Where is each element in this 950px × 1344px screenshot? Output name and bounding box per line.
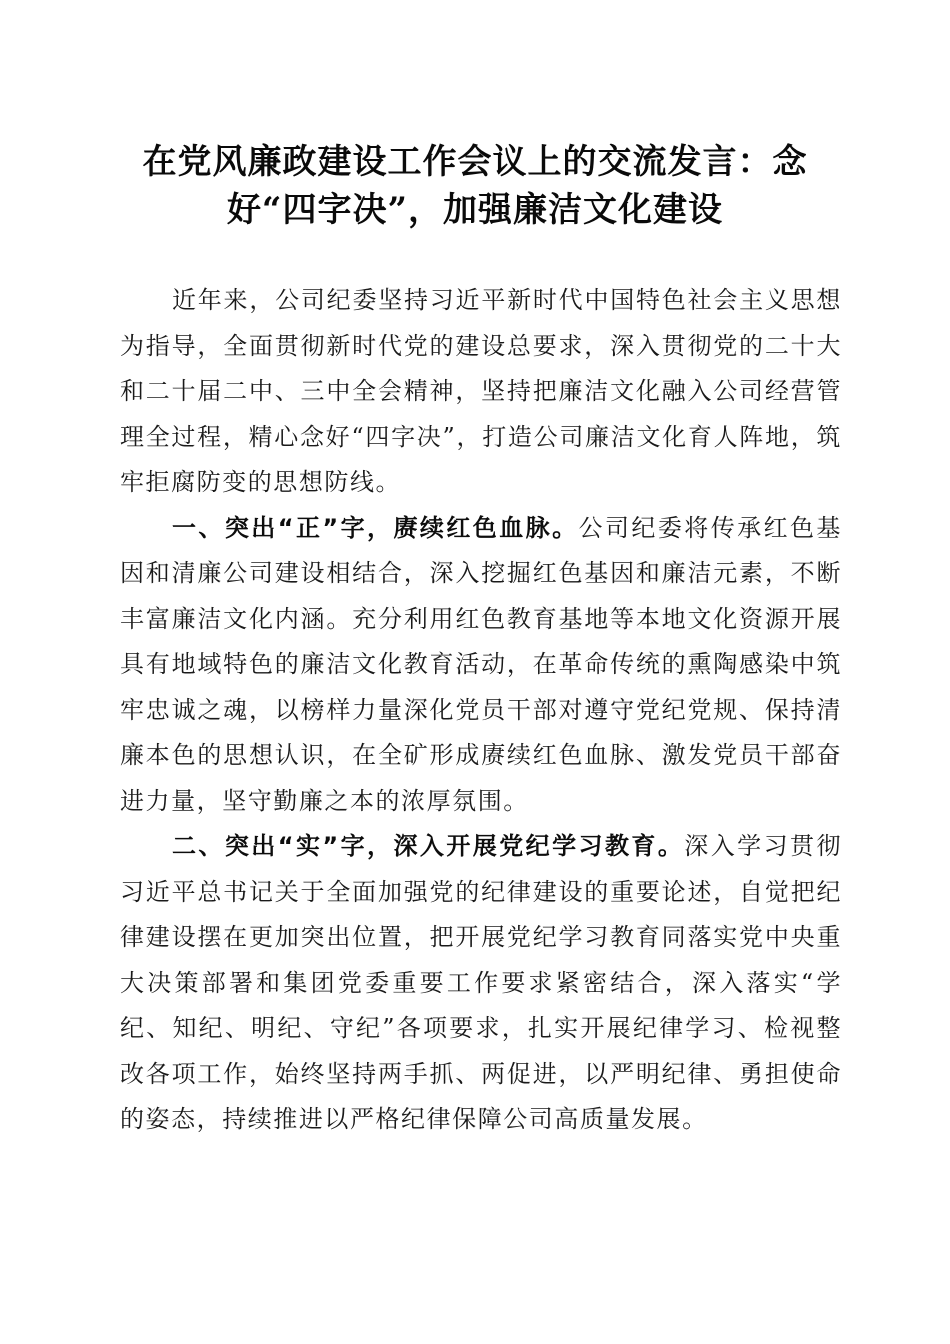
paragraph-section-2 <box>120 824 842 1143</box>
paragraph-text: 公司纪委将传承红色基因和清廉公司建设相结合，深入挖掘红色基因和廉洁元素，不断丰富廉洁文化内涵。充分利用红色教育基地等本地文化资源开展具有地域特色的廉洁文化教育活动，在革命传统的熏陶感染中筑牢忠诚之魂，以榜样力量深化党员干部对遵守党纪党规、保持清廉本色的思想认识，在全矿形成赓续红色血脉、激发党员干部奋进力量，坚守勤廉之本的浓厚氛围。 <box>120 513 842 815</box>
paragraph-intro <box>120 278 842 506</box>
section-2-heading: 二、突出“实”字，深入开展党纪学习教育。 <box>172 832 685 860</box>
document-title <box>110 138 840 234</box>
paragraph-text: 近年来，公司纪委坚持习近平新时代中国特色社会主义思想为指导，全面贯彻新时代党的建设总要求，深入贯彻党的二十大和二十届二中、三中全会精神，坚持把廉洁文化融入公司经营管理全过程，精心念好“四字决”，打造公司廉洁文化育人阵地，筑牢拒腐防变的思想防线。 <box>120 286 842 496</box>
paragraph-text: 深入学习贯彻习近平总书记关于全面加强党的纪律建设的重要论述，自觉把纪律建设摆在更加突出位置，把开展党纪学习教育同落实党中央重大决策部署和集团党委重要工作要求紧密结合，深入落实“学纪、知纪、明纪、守纪”各项要求，扎实开展纪律学习、检视整改各项工作，始终坚持两手抓、两促进，以严明纪律、勇担使命的姿态，持续推进以严格纪律保障公司高质量发展。 <box>120 832 842 1133</box>
section-1-heading: 一、突出“正”字，赓续红色血脉。 <box>172 513 579 542</box>
title-line-2: 好“四字决”，加强廉洁文化建设 <box>226 190 724 230</box>
paragraph-section-1 <box>120 506 842 825</box>
document-body <box>120 278 842 1143</box>
title-line-1: 在党风廉政建设工作会议上的交流发言：念 <box>142 142 808 182</box>
